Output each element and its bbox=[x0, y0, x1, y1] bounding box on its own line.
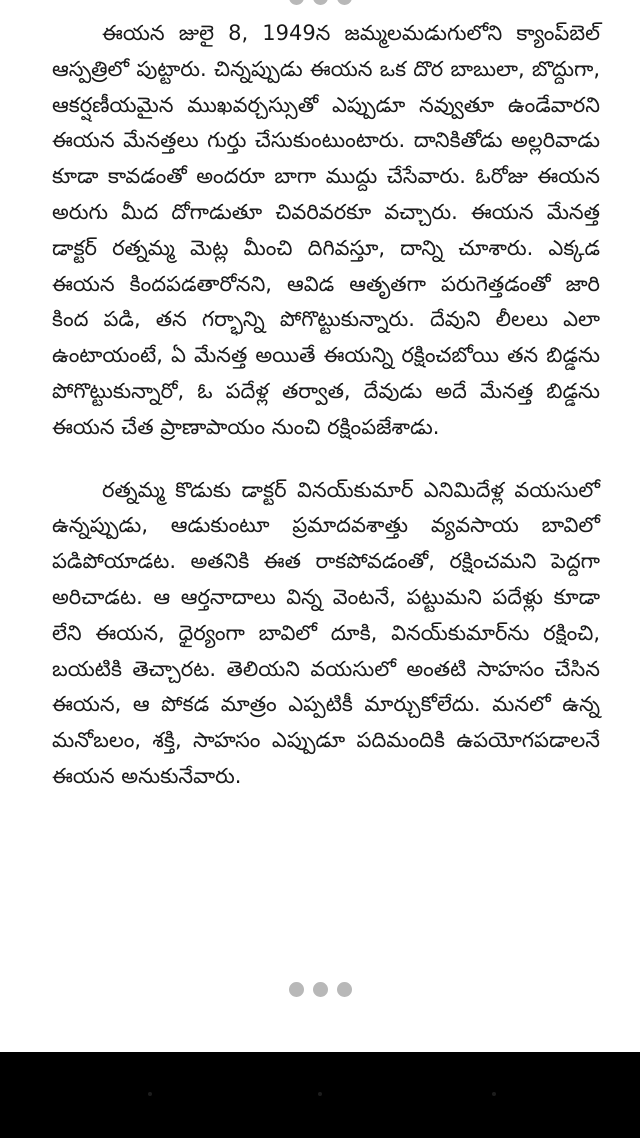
system-navigation-bar bbox=[0, 1052, 640, 1138]
article-body bbox=[52, 16, 600, 795]
separator-dot bbox=[313, 0, 328, 5]
separator-dot bbox=[289, 982, 304, 997]
paragraph-birth-story: ఈయన జులై 8, 1949న జమ్మలమడుగులోని క్యాంప్‌బెల్ ఆస్పత్రిలో పుట్టారు. చిన్నప్పుడు ఈయన ఒక దొర బాబులా, బొద్దుగా, ఆకర్షణీయమైన ముఖవర్చస్సుతో ఎప్పుడూ నవ్వుతూ ఉండేవారని ఈయన మేనత్తలు గుర్తు చేసుకుంటుంటారు. దానికితోడు అల్లరివాడు కూడా కావడంతో అందరూ బాగా ముద్దు చేసేవారు. ఓరోజు ఈయన అరుగు మీద దోగాడుతూ చివరివరకూ వచ్చారు. ఈయన మేనత్త డాక్టర్ రత్నమ్మ మెట్ల మీంచి దిగివస్తూ, దాన్ని చూశారు. ఎక్కడ ఈయన కిందపడతారోనని, ఆవిడ ఆతృతగా పరుగెత్తడంతో జారి కింద పడి, తన గర్భాన్ని పోగొట్టుకున్నారు. దేవుని లీలలు ఎలా ఉంటాయంటే, ఏ మేనత్త అయితే ఈయన్ని రక్షించబోయి తన బిడ్డను పోగొట్టుకున్నారో, ఓ పదేళ్ల తర్వాత, దేవుడు అదే మేనత్త బిడ్డను ఈయన చేత ప్రాణాపాయం నుంచి రక్షింపజేశాడు. bbox=[52, 21, 600, 439]
nav-back-dot[interactable] bbox=[148, 1092, 152, 1096]
nav-recents-dot[interactable] bbox=[492, 1092, 496, 1096]
paragraph-well-rescue: రత్నమ్మ కొడుకు డాక్టర్ వినయ్‌కుమార్ ఎనిమిదేళ్ల వయసులో ఉన్నప్పుడు, ఆడుకుంటూ ప్రమాదవశాత్తు వ్యవసాయ బావిలో పడిపోయాడట. అతనికి ఈత రాకపోవడంతో, రక్షించమని పెద్దగా అరిచాడట. ఆ ఆర్తనాదాలు విన్న వెంటనే, పట్టుమని పదేళ్లు కూడా లేని ఈయన, ధైర్యంగా బావిలో దూకి, వినయ్‌కుమార్‌ను రక్షించి, బయటికి తెచ్చారట. తెలియని వయసులో అంతటి సాహసం చేసిన ఈయన, ఆ పోకడ మాత్రం ఎప్పటికీ మార్చుకోలేదు. మనలో ఉన్న మనోబలం, శక్తి, సాహసం ఎప్పుడూ పదిమందికి ఉపయోగపడాలనే ఈయన అనుకునేవారు. bbox=[52, 477, 600, 788]
separator-dot bbox=[313, 982, 328, 997]
separator-dot bbox=[337, 0, 352, 5]
separator-dot bbox=[337, 982, 352, 997]
nav-home-dot[interactable] bbox=[318, 1092, 322, 1096]
separator-dot bbox=[289, 0, 304, 5]
bottom-ellipsis-separator bbox=[0, 982, 640, 997]
top-ellipsis-separator bbox=[0, 0, 640, 5]
